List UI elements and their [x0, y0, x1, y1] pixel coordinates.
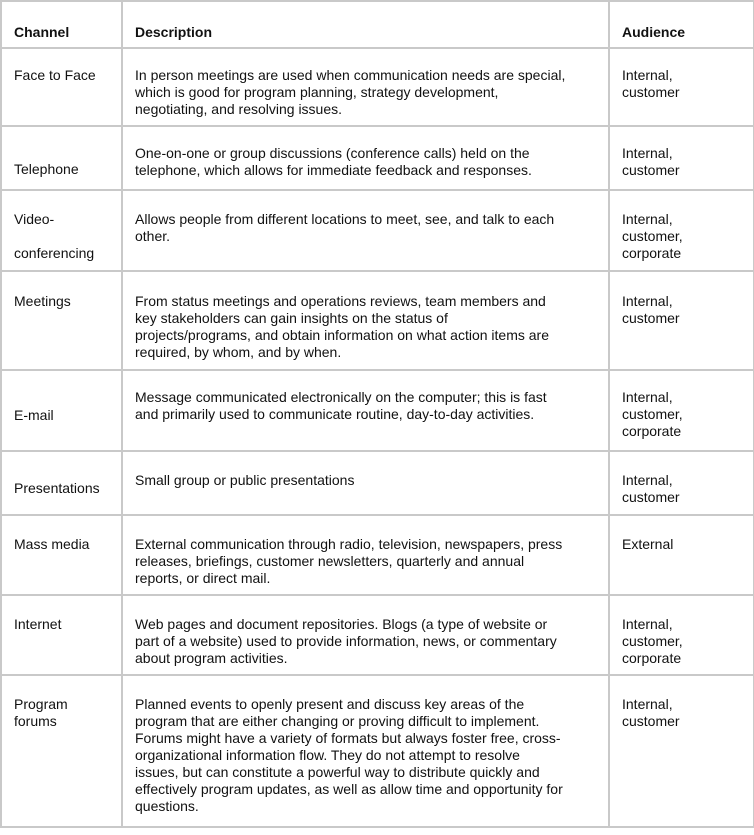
table-row [1, 48, 754, 126]
audience-cell-line: Internal, [622, 389, 673, 405]
audience-cell-line: Internal, [622, 293, 673, 309]
channel-cell [1, 451, 122, 515]
table-row [1, 515, 754, 595]
description-cell [122, 370, 609, 451]
description-cell-line: projects/programs, and obtain information on what action items are [135, 327, 549, 343]
description-cell-line: required, by whom, and by when. [135, 344, 342, 360]
audience-cell-line: Internal, [622, 211, 673, 227]
description-cell-line: and primarily used to communicate routine, day-to-day activities. [135, 406, 535, 422]
channel-cell [1, 126, 122, 190]
header-row [1, 1, 754, 48]
audience-cell-line: Internal, [622, 696, 673, 712]
audience-cell-line: customer [622, 310, 680, 326]
description-cell [122, 451, 609, 515]
channel-cell [1, 595, 122, 675]
description-cell-line: which is good for program planning, strategy development, [135, 84, 499, 100]
audience-cell [609, 370, 754, 451]
audience-cell [609, 451, 754, 515]
description-cell-line: key stakeholders can gain insights on the status of [135, 310, 448, 326]
audience-cell-line: Internal, [622, 472, 673, 488]
channel-cell-line: Program [14, 696, 68, 712]
description-cell-line: issues, but can constitute a powerful way to distribute quickly and [135, 764, 540, 780]
description-cell-line: Small group or public presentations [135, 472, 355, 488]
description-cell-line: other. [135, 228, 171, 244]
channel-cell-line: Internet [14, 616, 62, 632]
description-cell-line: From status meetings and operations reviews, team members and [135, 293, 546, 309]
audience-cell-line: External [622, 536, 674, 552]
description-cell-line: questions. [135, 798, 199, 814]
channel-cell [1, 190, 122, 271]
channel-cell-line: E-mail [14, 407, 54, 423]
table-row [1, 675, 754, 827]
audience-cell-line: Internal, [622, 616, 673, 632]
description-cell-line: Allows people from different locations to meet, see, and talk to each [135, 211, 555, 227]
table-row [1, 370, 754, 451]
table-row [1, 190, 754, 271]
header-audience: Audience [609, 1, 754, 48]
description-cell-line: program that are either changing or proving difficult to implement. [135, 713, 540, 729]
description-cell-line: Planned events to openly present and discuss key areas of the [135, 696, 525, 712]
description-cell-line: releases, briefings, customer newsletters, quarterly and annual [135, 553, 525, 569]
channel-cell [1, 48, 122, 126]
channel-cell-line: Video- [14, 211, 55, 227]
description-cell-line: Message communicated electronically on the computer; this is fast [135, 389, 547, 405]
audience-cell-line: customer, [622, 228, 683, 244]
channel-cell-line: Mass media [14, 536, 90, 552]
description-cell-line: organizational information flow. They do not attempt to resolve [135, 747, 520, 763]
description-cell-line: about program activities. [135, 650, 288, 666]
table-row [1, 271, 754, 370]
channel-cell-line: Meetings [14, 293, 71, 309]
description-cell-line: Forums might have a variety of formats but always foster free, cross- [135, 730, 561, 746]
table-row [1, 126, 754, 190]
channel-cell [1, 675, 122, 827]
audience-cell-line: corporate [622, 245, 682, 261]
audience-cell-line: customer [622, 84, 680, 100]
audience-cell-line: customer, [622, 633, 683, 649]
description-cell [122, 675, 609, 827]
description-cell-line: negotiating, and resolving issues. [135, 101, 343, 117]
channel-cell-line: Face to Face [14, 67, 96, 83]
description-cell-line: External communication through radio, television, newspapers, press [135, 536, 563, 552]
channel-cell-line: Presentations [14, 480, 100, 496]
channel-cell-line: conferencing [14, 245, 95, 261]
description-cell-line: Web pages and document repositories. Blogs (a type of website or [135, 616, 548, 632]
channel-cell [1, 515, 122, 595]
audience-cell [609, 126, 754, 190]
table-row [1, 451, 754, 515]
header-description: Description [122, 1, 609, 48]
audience-cell [609, 515, 754, 595]
audience-cell [609, 595, 754, 675]
audience-cell-line: customer [622, 162, 680, 178]
audience-cell-line: Internal, [622, 67, 673, 83]
channel-cell-line: Telephone [14, 161, 79, 177]
description-cell-line: telephone, which allows for immediate feedback and responses. [135, 162, 532, 178]
audience-cell [609, 675, 754, 827]
header-channel: Channel [1, 1, 122, 48]
audience-cell [609, 48, 754, 126]
audience-cell-line: corporate [622, 650, 682, 666]
description-cell-line: In person meetings are used when communication needs are special, [135, 67, 566, 83]
description-cell [122, 595, 609, 675]
audience-cell-line: corporate [622, 423, 682, 439]
channel-cell [1, 271, 122, 370]
table-row [1, 595, 754, 675]
audience-cell-line: Internal, [622, 145, 673, 161]
channel-cell [1, 370, 122, 451]
channel-cell-line: forums [14, 713, 57, 729]
audience-cell-line: customer, [622, 406, 683, 422]
audience-cell [609, 271, 754, 370]
description-cell-line: One-on-one or group discussions (conference calls) held on the [135, 145, 530, 161]
description-cell [122, 126, 609, 190]
audience-cell [609, 190, 754, 271]
audience-cell-line: customer [622, 489, 680, 505]
description-cell [122, 271, 609, 370]
description-cell-line: reports, or direct mail. [135, 570, 271, 586]
description-cell [122, 190, 609, 271]
description-cell [122, 48, 609, 126]
audience-cell-line: customer [622, 713, 680, 729]
description-cell-line: effectively program updates, as well as allow time and opportunity for [135, 781, 563, 797]
description-cell-line: part of a website) used to provide information, news, or commentary [135, 633, 557, 649]
description-cell [122, 515, 609, 595]
